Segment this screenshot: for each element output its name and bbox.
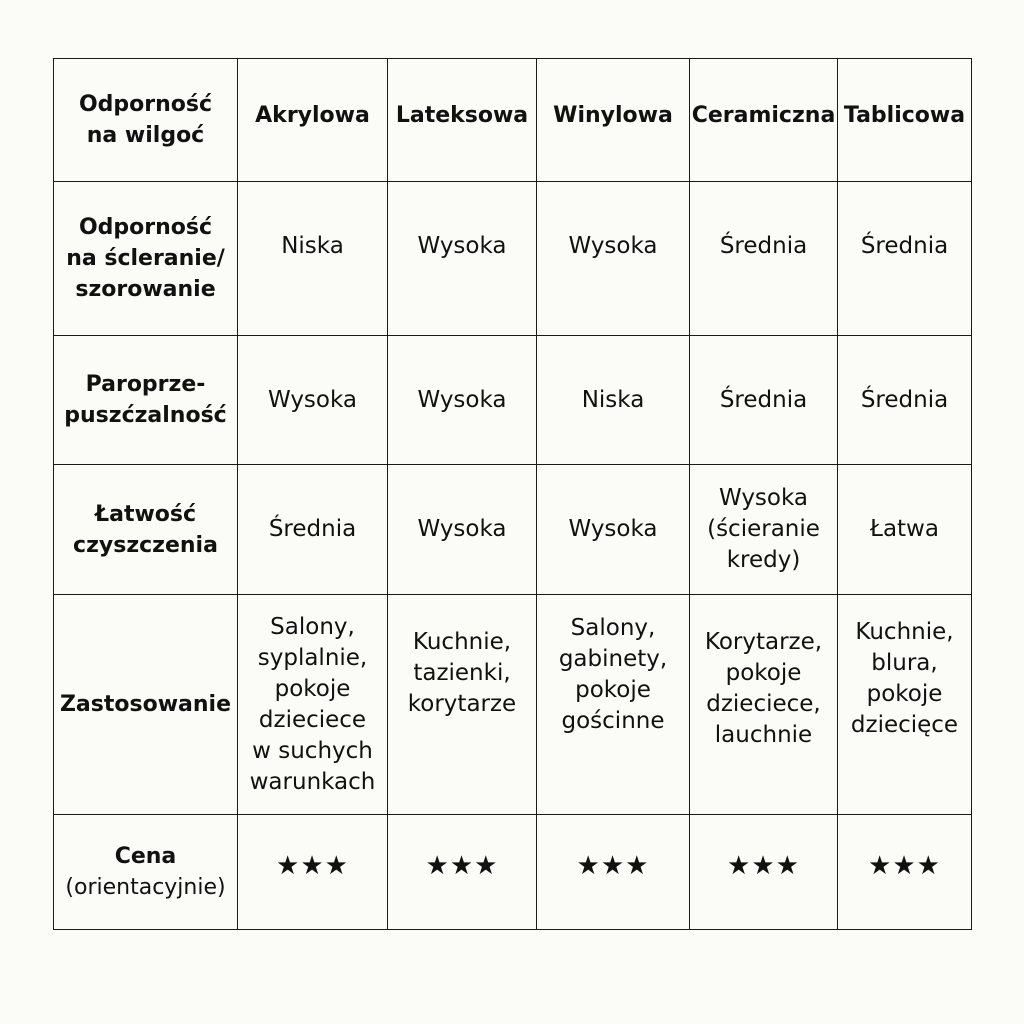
price-rating-stars: ★★★ bbox=[838, 815, 972, 930]
cell-line: dziecięce bbox=[850, 712, 959, 738]
row-label-line: Cena bbox=[114, 844, 177, 869]
row-header-scieranie bbox=[54, 182, 238, 336]
column-header-tablicowa: Tablicowa bbox=[838, 59, 972, 182]
cell-line: (ścieranie bbox=[707, 516, 820, 542]
cell-line: kredy) bbox=[726, 547, 801, 573]
cell-line: w suchych bbox=[252, 737, 373, 764]
table-cell: Łatwa bbox=[838, 465, 972, 595]
row-label-line: czyszczenia bbox=[73, 532, 218, 558]
cell-line: syplalnie, bbox=[257, 644, 368, 671]
row-label-line: Odporność bbox=[78, 215, 213, 240]
column-header-ceramiczna: Ceramiczna bbox=[690, 59, 838, 182]
table-cell: Średnia bbox=[690, 182, 838, 336]
table-cell: Średnia bbox=[690, 336, 838, 465]
cell-line: korytarze bbox=[407, 691, 517, 717]
row-label-line: Paroprze- bbox=[85, 372, 206, 397]
table-row-paroprzepuszczalnosc bbox=[54, 336, 972, 465]
table-cell bbox=[537, 595, 690, 815]
row-label-line: puszćzalność bbox=[64, 403, 227, 428]
cell-line: pokoje bbox=[725, 660, 802, 686]
cell-line: gościnne bbox=[561, 708, 665, 734]
table-cell: Wysoka bbox=[537, 182, 690, 336]
row-label-line: na ścleranie/ bbox=[66, 246, 225, 271]
row-header-cena bbox=[54, 815, 238, 930]
column-header-akrylowa: Akrylowa bbox=[238, 59, 388, 182]
cell-line: Wysoka bbox=[718, 485, 808, 511]
comparison-table-wrapper bbox=[53, 58, 971, 929]
cell-line: warunkach bbox=[249, 768, 376, 795]
corner-header bbox=[54, 59, 238, 182]
price-rating-stars: ★★★ bbox=[537, 815, 690, 930]
cell-line: Kuchnie, bbox=[855, 619, 954, 645]
table-row-cena bbox=[54, 815, 972, 930]
table-cell bbox=[388, 595, 537, 815]
cell-line: dzieciece, bbox=[706, 691, 821, 717]
cell-line: pokoje bbox=[866, 681, 943, 707]
price-rating-stars: ★★★ bbox=[388, 815, 537, 930]
cell-line: gabinety, bbox=[558, 646, 668, 672]
table-cell: Niska bbox=[537, 336, 690, 465]
cell-line: Salony, bbox=[570, 615, 656, 641]
table-cell: Wysoka bbox=[238, 336, 388, 465]
paint-comparison-table bbox=[53, 58, 972, 930]
table-cell: Średnia bbox=[238, 465, 388, 595]
cell-line: blura, bbox=[871, 650, 938, 676]
table-cell: Średnia bbox=[838, 182, 972, 336]
table-cell: Niska bbox=[238, 182, 388, 336]
row-header-czyszczenie bbox=[54, 465, 238, 595]
table-cell bbox=[838, 595, 972, 815]
price-rating-stars: ★★★ bbox=[238, 815, 388, 930]
row-label-line: Łatwość bbox=[94, 501, 197, 527]
price-rating-stars: ★★★ bbox=[690, 815, 838, 930]
table-cell: Wysoka bbox=[388, 465, 537, 595]
cell-line: pokoje bbox=[274, 675, 351, 702]
cell-line: dzieciece bbox=[258, 706, 367, 733]
table-cell bbox=[238, 595, 388, 815]
cell-line: pokoje bbox=[575, 677, 651, 703]
row-header-zastosowanie: Zastosowanie bbox=[54, 595, 238, 815]
table-row-zastosowanie bbox=[54, 595, 972, 815]
table-row-czyszczenie bbox=[54, 465, 972, 595]
table-cell: Średnia bbox=[838, 336, 972, 465]
cell-line: Korytarze, bbox=[704, 629, 823, 655]
cell-line: Kuchnie, bbox=[412, 629, 512, 655]
table-row-scieranie bbox=[54, 182, 972, 336]
row-label-line: szorowanie bbox=[75, 277, 216, 302]
corner-label-line: na wilgoć bbox=[86, 123, 205, 148]
column-header-lateksowa: Lateksowa bbox=[388, 59, 537, 182]
row-label-subline: (orientacyjnie) bbox=[65, 875, 226, 900]
table-cell: Wysoka bbox=[388, 336, 537, 465]
table-cell bbox=[690, 465, 838, 595]
table-cell: Wysoka bbox=[388, 182, 537, 336]
header-row bbox=[54, 59, 972, 182]
cell-line: Salony, bbox=[270, 613, 355, 640]
table-cell: Wysoka bbox=[537, 465, 690, 595]
table-cell bbox=[690, 595, 838, 815]
cell-line: lauchnie bbox=[714, 722, 813, 748]
cell-line: tazienki, bbox=[413, 660, 511, 686]
corner-label-line: Odporność bbox=[78, 92, 213, 117]
row-header-paroprzepuszczalnosc bbox=[54, 336, 238, 465]
column-header-winylowa: Winylowa bbox=[537, 59, 690, 182]
